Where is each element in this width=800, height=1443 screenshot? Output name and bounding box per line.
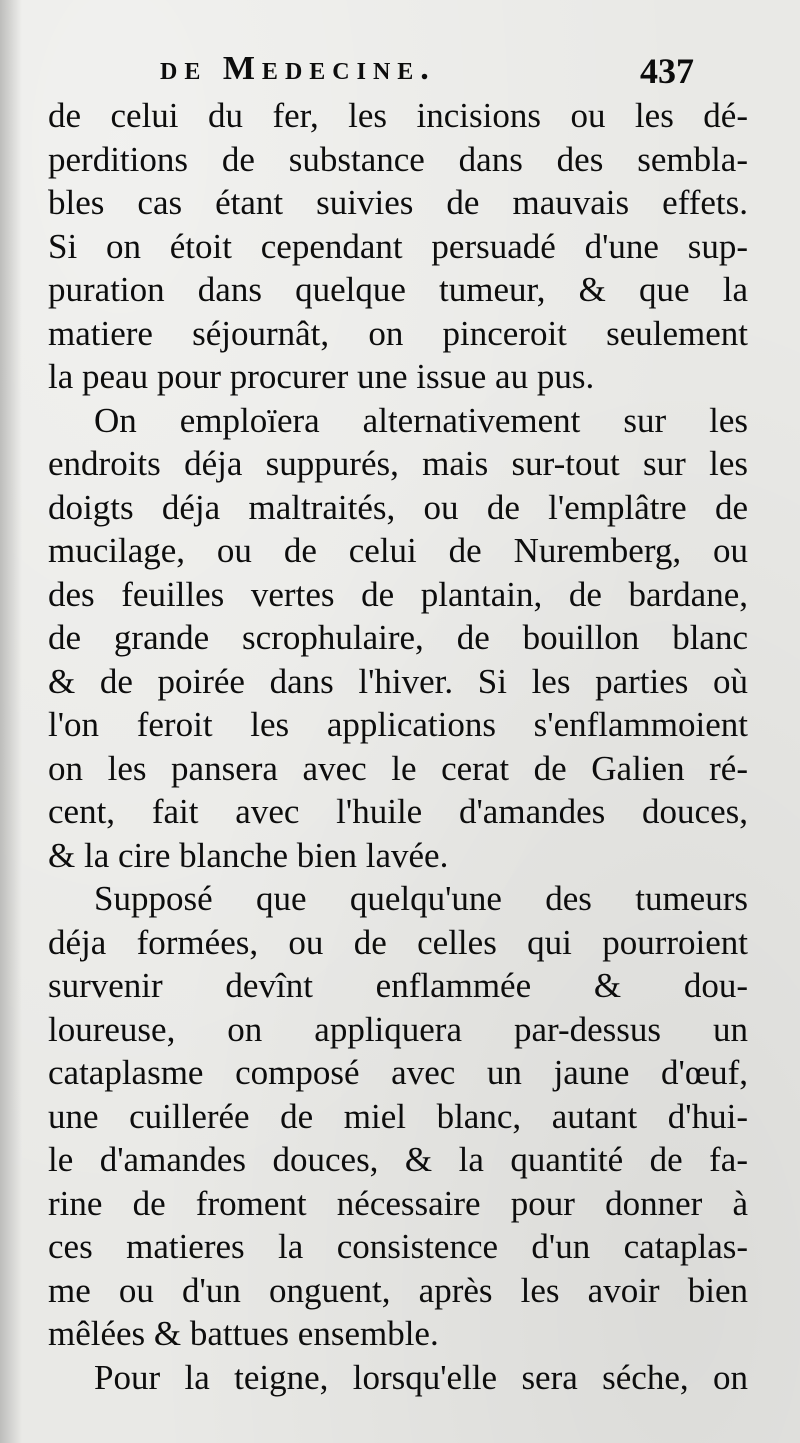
- text-line: endroits déja suppurés, mais sur-tout sur les: [48, 444, 748, 483]
- text-line: rine de froment nécessaire pour donner à: [48, 1183, 748, 1223]
- text-line: l'on feroit les applications s'enflammoient: [48, 705, 748, 744]
- text-line: Pour la teigne, lorsqu'elle sera séche, on: [94, 1357, 748, 1397]
- text-line: doigts déja maltraités, ou de l'emplâtre de: [48, 487, 748, 527]
- text-line: me ou d'un onguent, après les avoir bien: [48, 1270, 748, 1310]
- text-line: la peau pour procurer une issue au pus.: [48, 357, 595, 396]
- page-number: 437: [640, 51, 694, 91]
- text-line: mêlées & battues ensemble.: [48, 1314, 439, 1353]
- text-line: ces matieres la consistence d'un cataplas-: [48, 1227, 748, 1266]
- text-line: de grande scrophulaire, de bouillon blanc: [48, 618, 748, 657]
- text-line: puration dans quelque tumeur, & que la: [48, 270, 748, 309]
- page-gutter-shadow: [0, 0, 22, 1443]
- text-line: survenir devînt enflammée & dou-: [48, 966, 748, 1005]
- text-line: une cuillerée de miel blanc, autant d'hui-: [48, 1096, 748, 1136]
- text-line: loureuse, on appliquera par-dessus un: [48, 1009, 748, 1049]
- text-line: & la cire blanche bien lavée.: [48, 835, 449, 875]
- text-line: déja formées, ou de celles qui pourroient: [48, 922, 748, 962]
- text-line: des feuilles vertes de plantain, de bardane,: [48, 574, 748, 614]
- text-line: mucilage, ou de celui de Nuremberg, ou: [48, 531, 748, 570]
- text-line: le d'amandes douces, & la quantité de fa-: [48, 1140, 748, 1179]
- text-line: matiere séjournât, on pinceroit seulement: [48, 313, 748, 353]
- text-line: bles cas étant suivies de mauvais effets.: [48, 183, 748, 222]
- text-line: On emploïera alternativement sur les: [94, 400, 748, 440]
- text-line: de celui du fer, les incisions ou les dé-: [48, 96, 748, 135]
- running-head: [0, 44, 800, 100]
- text-line: & de poirée dans l'hiver. Si les parties où: [48, 661, 748, 701]
- text-line: on les pansera avec le cerat de Galien ré-: [48, 748, 748, 788]
- body-text: [48, 94, 748, 1399]
- text-line: perditions de substance dans des sembla-: [48, 139, 748, 179]
- text-line: cent, fait avec l'huile d'amandes douces,: [48, 792, 748, 831]
- text-line: Supposé que quelqu'une des tumeurs: [94, 879, 748, 918]
- text-line: cataplasme composé avec un jaune d'œuf,: [48, 1053, 748, 1092]
- running-title: de Medecine.: [160, 50, 436, 87]
- text-line: Si on étoit cependant persuadé d'une sup-: [48, 226, 748, 266]
